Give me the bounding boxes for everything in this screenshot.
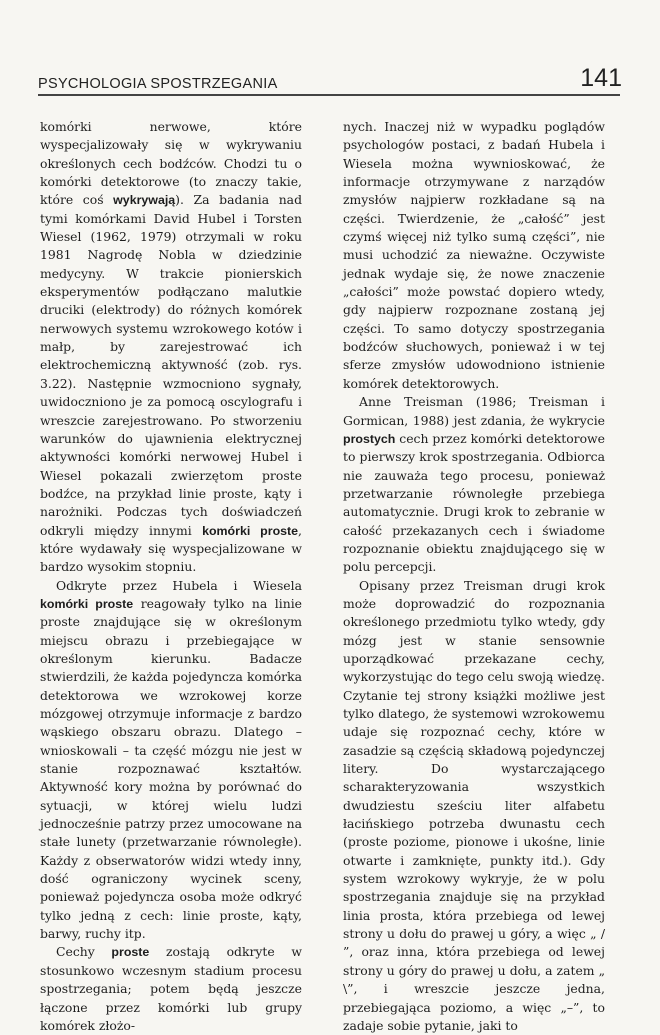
bold-term: komórki proste	[40, 596, 134, 611]
paragraph	[343, 118, 605, 393]
paragraph	[40, 118, 302, 577]
bold-term: komórki proste	[202, 523, 299, 538]
paragraph	[343, 577, 605, 1035]
text-run: komórki nerwowe, które wyspecjalizowały się w wykrywaniu określonych cech bodźców. Chodzi tu o komórki detektorowe (to znaczy takie, które coś	[40, 119, 302, 208]
right-column	[343, 118, 605, 1035]
text-run: ). Za badania nad tymi komórkami David Hubel i Torsten Wiesel (1962, 1979) otrzymali w roku 1981 Nagrodę Nobla w dziedzinie medycyny. W trakcie pionierskich eksperymentów podłączano malutkie druciki (elektrody) do różnych komórek nerwowych systemu wzrokowego kotów i małp, by zarejestrować ich elektrochemiczną aktywność (zob. rys. 3.22). Następnie wzmocniono sygnały, uwidoczniono je za pomocą oscylografu i wreszcie zarejestrowano. Po stworzeniu warunków do ujawnienia elektrycznej aktywności komórki nerwowej Hubel i Wiesel pokazali zwierzętom proste bodźce, na przykład linie proste, kąty i narożniki. Podczas tych doświadczeń odkryli między innymi	[40, 192, 303, 538]
running-title: PSYCHOLOGIA SPOSTRZEGANIA	[38, 76, 278, 92]
text-run: zostają odkryte w stosunkowo wczesnym stadium procesu spostrzegania; potem będą jeszcze łączone przez komórki lub grupy komórek złożo-	[40, 944, 303, 1033]
bold-term: prostych	[343, 431, 396, 446]
text-run: Odkryte przez Hubela i Wiesela	[56, 577, 302, 593]
text-run: , które wydawały się wyspecjalizowane w bardzo wysokim stopniu.	[40, 522, 302, 575]
paragraph	[343, 393, 605, 576]
bold-term: wykrywają	[113, 193, 176, 208]
text-run: Cechy	[56, 944, 112, 960]
text-run: Anne Treisman (1986; Treisman i Gormican, 1988) jest zdania, że wykrycie	[343, 394, 605, 428]
header-rule	[38, 94, 620, 96]
text-run: nych. Inaczej niż w wypadku poglądów psychologów postaci, z badań Hubela i Wiesela można wywnioskować, że informacje otrzymywane z narządów zmysłów najpierw rozkładane są na części. Twierdzenie, że „całość” jest czymś więcej niż tylko sumą części”, nie musi uchodzić za nieważne. Oczywiste jednak wydaje się, że nowe znaczenie „całości” może powstać dopiero wtedy, gdy najpierw rozpoznane zostaną jej części. To samo dotyczy spostrzegania bodźców słuchowych, ponieważ i w tej sferze zmysłów udowodniono istnienie komórek detektorowych.	[343, 119, 605, 391]
bold-term: proste	[111, 945, 150, 960]
text-run: Opisany przez Treisman drugi krok może doprowadzić do rozpoznania określonego przedmiotu tylko wtedy, gdy mózg jest w stanie sensownie uporządkować przekazane cechy, wykorzystując do tego celu swoją wiedzę. Czytanie tej strony książki możliwe jest tylko dlatego, że systemowi wzrokowemu udaje się rozpoznać cechy, które w zasadzie są częścią składową pojedynczej litery. Do wystarczającego scharakteryzowania wszystkich dwudziestu sześciu liter alfabetu łacińskiego potrzeba dwunastu cech (proste poziome, pionowe i ukośne, linie otwarte i zamknięte, punkty itd.). Gdy system wzrokowy wykryje, że w polu spostrzegania znajduje się na przykład linia prosta, która przebiega od lewej strony u dołu do prawej u góry, a więc „ / ”, oraz inna, która przebiega od lewej strony u góry do prawej u dołu, a zatem „ \”, i wreszcie jeszcze jedna, przebiegająca poziomo, a więc „–”, to zadaje sobie pytanie, jaki to	[343, 577, 605, 1033]
text-run: cech przez komórki detektorowe to pierwszy krok spostrzegania. Odbiorca nie zauważa tego procesu, ponieważ przetwarzanie równoległe przebiega automatycznie. Drugi krok to zebranie w całość przekazanych cech i świadome rozpoznanie obiektu znajdującego się w polu percepcji.	[343, 430, 605, 575]
paragraph	[40, 943, 302, 1035]
paragraph	[40, 577, 302, 944]
page-number: 141	[580, 64, 622, 92]
page-header	[0, 0, 660, 100]
left-column	[40, 118, 302, 1035]
text-run: reagowały tylko na linie proste znajdujące się w określonym miejscu obrazu i przebiegające w określonym kierunku. Badacze stwierdzili, że każda pojedyncza komórka detektorowa we wzrokowej korze mózgowej otrzymuje informacje z bardzo wąskiego obszaru obrazu. Dlatego – wnioskowali – ta część mózgu nie jest w stanie rozpoznawać kształtów. Aktywność kory można by porównać do sytuacji, w której wielu ludzi jednocześnie patrzy przez umocowane na stałe lunety (przetwarzanie równoległe). Każdy z obserwatorów widzi wtedy inny, dość ograniczony wycinek sceny, ponieważ pojedyncza osoba może odkryć tylko jedną z cech: linie proste, kąty, barwy, ruchy itp.	[40, 595, 302, 942]
